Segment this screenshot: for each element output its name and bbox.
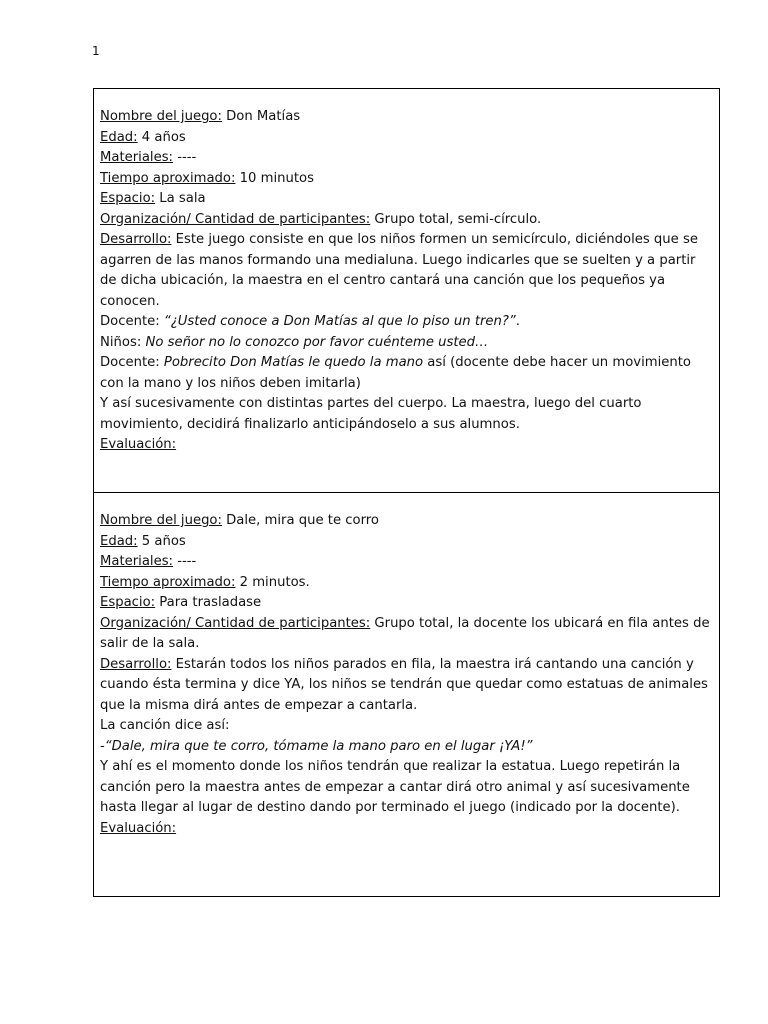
time-value: 2 minutos. (235, 574, 310, 590)
space-label: Espacio: (100, 595, 156, 610)
development-label: Desarrollo: (100, 656, 172, 672)
materials-row (100, 148, 713, 169)
song-lyrics (100, 737, 713, 758)
evaluation-row (100, 435, 713, 456)
organization-label: Organización/ Cantidad de participantes: (100, 615, 371, 631)
organization-value: Grupo total, semi-círculo. (370, 211, 542, 227)
page-number: 1 (92, 44, 100, 58)
dialogue-quote: Pobrecito Don Matías le quedo la mano (163, 355, 424, 370)
game-name-label: Nombre del juego: (100, 109, 222, 124)
dialogue-teacher-2 (100, 353, 713, 394)
dialogue-speaker: Docente: (100, 314, 164, 329)
materials-value: ---- (173, 150, 197, 165)
development-value: Estarán todos los niños parados en fila, la maestra irá cantando una canción y cuando ésta termina y dice YA, los niños se tendrán que quedar como estatuas de animales que la misma dirá antes de empezar a cantarla. (100, 656, 708, 713)
song-dash: - (100, 738, 105, 754)
dialogue-children (100, 333, 713, 354)
dialogue-suffix: así (docente debe hacer un movimiento con la mano y los niños deben imitarla) (100, 355, 691, 391)
evaluation-label: Evaluación: (100, 820, 177, 836)
game-card-don-matias (94, 89, 719, 493)
evaluation-row (100, 819, 713, 840)
materials-row (100, 552, 713, 573)
organization-label: Organización/ Cantidad de participantes: (100, 211, 371, 227)
development-row (100, 655, 713, 717)
space-value: La sala (155, 191, 206, 206)
game-name-value: Dale, mira que te corro (221, 513, 379, 528)
materials-label: Materiales: (100, 150, 174, 165)
space-row (100, 593, 713, 614)
game-card-dale-mira (94, 493, 719, 896)
dialogue-quote: No señor no lo conozco por favor cuénteme usted… (145, 334, 489, 350)
time-label: Tiempo aproximado: (100, 574, 236, 590)
age-label: Edad: (100, 533, 138, 549)
dialogue-speaker: Docente: (100, 355, 164, 370)
dialogue-teacher-1 (100, 312, 713, 333)
dialogue-suffix: . (515, 314, 520, 329)
game-name-row (100, 107, 713, 128)
development-value: Este juego consiste en que los niños formen un semicírculo, diciéndoles que se agarren de las manos formando una medialuna. Luego indicarles que se suelten y a partir de dicha ubicación, la maestra en el centro cantará una canción que los pequeños ya conocen. (100, 232, 698, 309)
age-row (100, 128, 713, 149)
organization-row (100, 210, 713, 231)
age-value: 5 años (137, 533, 186, 549)
games-table (93, 88, 720, 897)
dialogue-speaker: Niños: (100, 334, 146, 350)
time-row (100, 169, 713, 190)
continuation-paragraph: Y ahí es el momento donde los niños tendrán que realizar la estatua. Luego repetirán la canción pero la maestra antes de empezar a cantar dirá otro animal y así sucesivamente hasta llegar al lugar de destino dando por terminado el juego (indicado por la docente). (100, 759, 690, 815)
time-value: 10 minutos (235, 170, 314, 186)
game-name-row (100, 511, 713, 532)
evaluation-label: Evaluación: (100, 437, 177, 452)
development-row (100, 230, 713, 312)
continuation-paragraph: Y así sucesivamente con distintas partes del cuerpo. La maestra, luego del cuarto movimiento, decidirá finalizarlo anticipándoselo a sus alumnos. (100, 396, 642, 432)
song-intro: La canción dice así: (100, 718, 230, 733)
materials-label: Materiales: (100, 554, 174, 569)
age-value: 4 años (137, 129, 186, 145)
organization-value: Grupo total, la docente los ubicará en fila antes de salir de la sala. (100, 615, 710, 651)
time-label: Tiempo aproximado: (100, 170, 236, 186)
song-quote: “Dale, mira que te corro, tómame la mano paro en el lugar ¡YA!” (104, 738, 533, 754)
age-label: Edad: (100, 129, 138, 145)
game-name-value: Don Matías (221, 109, 301, 124)
game-name-label: Nombre del juego: (100, 513, 222, 528)
dialogue-quote: “¿Usted conoce a Don Matías al que lo piso un tren?” (163, 314, 516, 329)
development-label: Desarrollo: (100, 232, 172, 247)
space-label: Espacio: (100, 191, 156, 206)
materials-value: ---- (173, 554, 197, 569)
time-row (100, 573, 713, 594)
space-value: Para trasladase (155, 595, 262, 610)
age-row (100, 532, 713, 553)
organization-row (100, 614, 713, 655)
space-row (100, 189, 713, 210)
